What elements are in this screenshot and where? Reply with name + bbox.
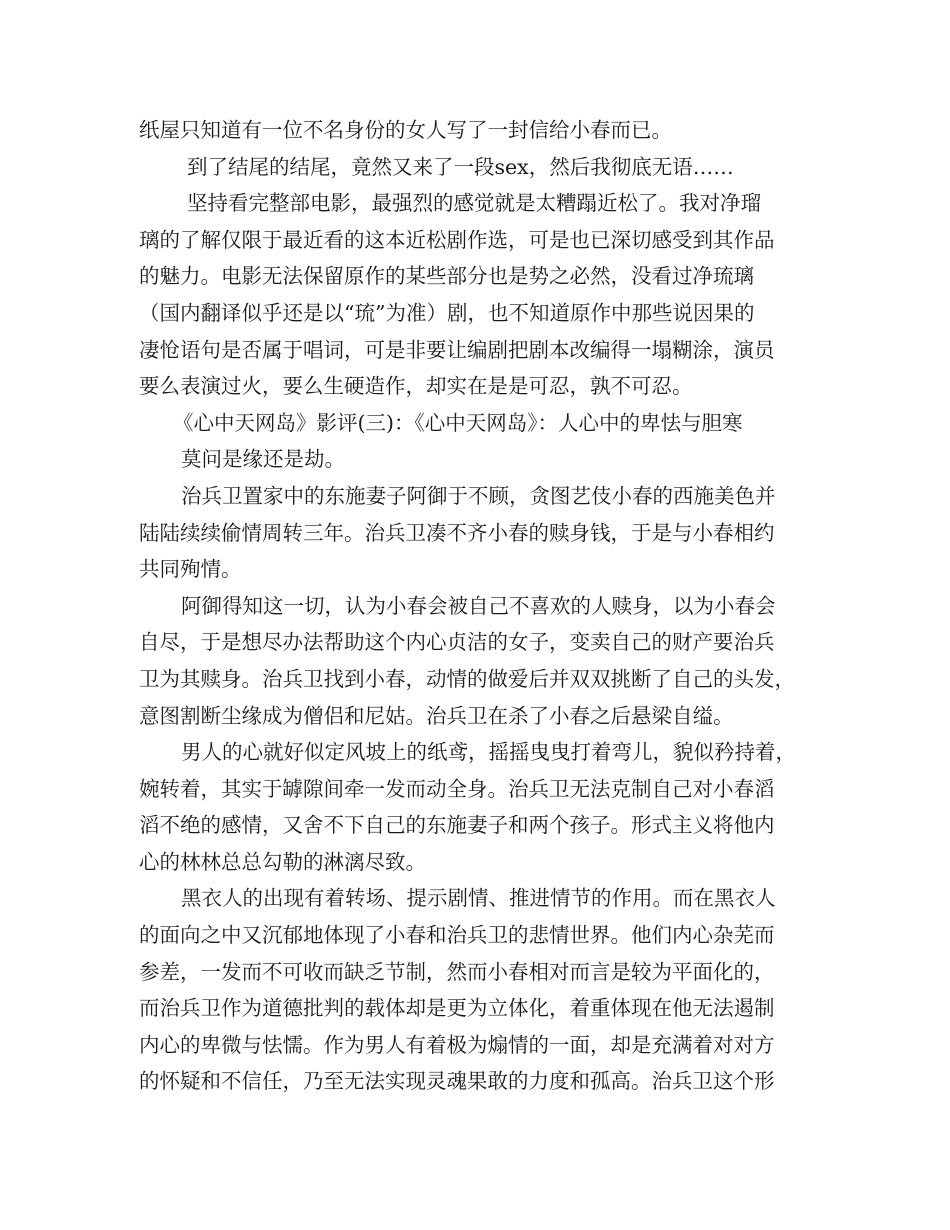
text-line: 参差，一发而不可收而缺乏节制，然而小春相对而言是较为平面化的， bbox=[139, 959, 775, 984]
text-line: 共同殉情。 bbox=[139, 557, 242, 582]
text-line: 坚持看完整部电影，最强烈的感觉就是太糟蹋近松了。我对净瑠 bbox=[187, 191, 761, 216]
document-body bbox=[139, 112, 819, 1100]
text-line: 自尽，于是想尽办法帮助这个内心贞洁的女子，变卖自己的财产要治兵 bbox=[139, 630, 775, 655]
text-line: 陆陆续续偷情周转三年。治兵卫凑不齐小春的赎身钱，于是与小春相约 bbox=[139, 520, 775, 545]
text-line: 要么表演过火，要么生硬造作，却实在是是可忍，孰不可忍。 bbox=[139, 374, 693, 399]
text-line: 莫问是缘还是劫。 bbox=[181, 447, 345, 472]
text-line: 的怀疑和不信任，乃至无法实现灵魂果敢的力度和孤高。治兵卫这个形 bbox=[139, 1069, 775, 1094]
text-line: 治兵卫置家中的东施妻子阿御于不顾，贪图艺伎小春的西施美色并 bbox=[181, 483, 776, 508]
text-line: 男人的心就好似定风坡上的纸鸢，摇摇曳曳打着弯儿，貌似矜持着， bbox=[181, 740, 796, 765]
text-line: 卫为其赎身。治兵卫找到小春，动情的做爱后并双双挑断了自己的头发， bbox=[139, 666, 795, 691]
section-heading: 《心中天网岛》影评(三)：《心中天网岛》：人心中的卑怯与胆寒 bbox=[173, 410, 743, 435]
text-line: 的面向之中又沉郁地体现了小春和治兵卫的悲情世界。他们内心杂芜而 bbox=[139, 923, 775, 948]
text-line: 阿御得知这一切，认为小春会被自己不喜欢的人赎身，以为小春会 bbox=[181, 593, 776, 618]
text-line: （国内翻译似乎还是以“琉”为准）剧，也不知道原作中那些说因果的 bbox=[139, 300, 755, 325]
text-line: 到了结尾的结尾，竟然又来了一段sex，然后我彻底无语…… bbox=[187, 154, 734, 179]
text-line: 凄怆语句是否属于唱词，可是非要让编剧把剧本改编得一塌糊涂，演员 bbox=[139, 337, 775, 362]
text-line: 意图割断尘缘成为僧侣和尼姑。治兵卫在杀了小春之后悬梁自缢。 bbox=[139, 703, 734, 728]
text-line: 而治兵卫作为道德批判的载体却是更为立体化，着重体现在他无法遏制 bbox=[139, 996, 775, 1021]
text-line: 黑衣人的出现有着转场、提示剧情、推进情节的作用。而在黑衣人 bbox=[181, 886, 776, 911]
text-line: 内心的卑微与怯懦。作为男人有着极为煽情的一面，却是充满着对对方 bbox=[139, 1032, 775, 1057]
text-line: 的魅力。电影无法保留原作的某些部分也是势之必然，没看过净琉璃 bbox=[139, 264, 754, 289]
text-line: 婉转着，其实于罅隙间牵一发而动全身。治兵卫无法克制自己对小春滔 bbox=[139, 776, 775, 801]
text-line: 璃的了解仅限于最近看的这本近松剧作选，可是也已深切感受到其作品 bbox=[139, 227, 775, 252]
text-line: 纸屋只知道有一位不名身份的女人写了一封信给小春而已。 bbox=[139, 118, 672, 142]
text-line: 心的林林总总勾勒的淋漓尽致。 bbox=[139, 849, 426, 874]
text-line: 滔不绝的感情，又舍不下自己的东施妻子和两个孩子。形式主义将他内 bbox=[139, 813, 775, 838]
